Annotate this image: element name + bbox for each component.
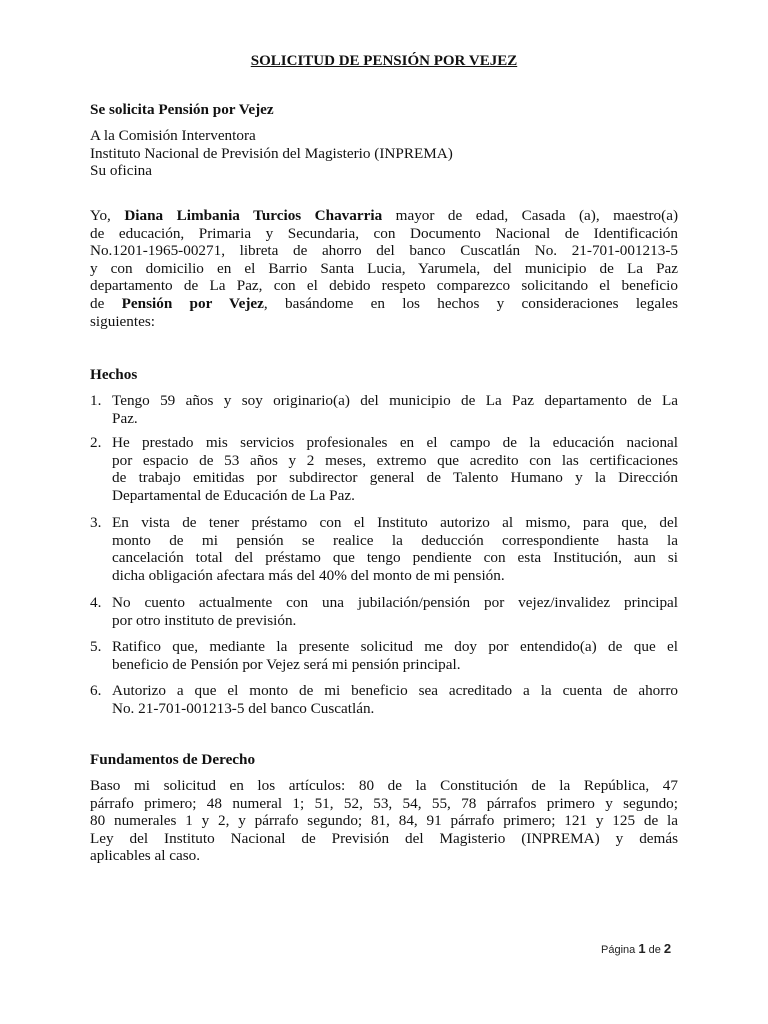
law-line: Ley del Instituto Nacional de Previsión del Magisterio (INPREMA) y demás (90, 829, 678, 847)
fact-line: He prestado mis servicios profesionales en el campo de la educación nacional (112, 434, 678, 451)
fact-number: 3. (90, 514, 102, 531)
fact-line: No. 21-701-001213-5 del banco Cuscatlán. (112, 699, 375, 717)
fact-line: por espacio de 53 años y 2 meses, extremo que acredito con las certificaciones (112, 451, 678, 469)
page-number-footer (601, 941, 671, 956)
intro-text: , basándome en los hechos y consideraciones legales (263, 294, 678, 312)
intro-text: de (90, 294, 122, 312)
fact-line: Departamental de Educación de La Paz. (112, 486, 355, 504)
fact-number: 1. (90, 392, 102, 409)
intro-line: No.1201-1965-00271, libreta de ahorro del banco Cuscatlán No. 21-701-001213-5 (90, 242, 678, 260)
fact-line: Paz. (112, 409, 138, 427)
fact-line: No cuento actualmente con una jubilación/pensión por vejez/invalidez principal (112, 594, 678, 611)
intro-line: y con domicilio en el Barrio Santa Lucia, Yarumela, del municipio de La Paz (90, 259, 678, 277)
law-line: párrafo primero; 48 numeral 1; 51, 52, 53, 54, 55, 78 párrafos primero y segundo; (90, 794, 678, 812)
fact-line: por otro instituto de previsión. (112, 611, 297, 629)
fact-line: beneficio de Pensión por Vejez será mi pensión principal. (112, 655, 461, 673)
facts-heading: Hechos (90, 366, 138, 383)
fact-number: 2. (90, 434, 102, 451)
fact-number: 4. (90, 594, 102, 611)
intro-line (90, 207, 678, 225)
subject-line: Se solicita Pensión por Vejez (90, 101, 274, 118)
footer-separator: de (645, 944, 664, 956)
fact-line: dicha obligación afectara más del 40% del monto de mi pensión. (112, 566, 505, 584)
intro-line: departamento de La Paz, con el debido respeto comparezco solicitando el beneficio (90, 277, 678, 295)
intro-line (90, 295, 678, 313)
addressee-line: A la Comisión Interventora (90, 127, 256, 144)
footer-label: Página (601, 944, 639, 956)
fact-line: monto de mi pensión se realice la deducción correspondiente hasta la (112, 531, 678, 549)
addressee-block (90, 127, 678, 180)
fact-line: cancelación total del préstamo que tengo pendiente con esta Institución, aun si (112, 549, 678, 567)
intro-line: de educación, Primaria y Secundaria, con Documento Nacional de Identificación (90, 224, 678, 242)
fact-line: En vista de tener préstamo con el Instituto autorizo al mismo, para que, del (112, 514, 678, 531)
intro-paragraph (90, 207, 678, 330)
law-line: aplicables al caso. (90, 847, 201, 865)
footer-current-page: 1 (638, 941, 646, 956)
addressee-line: Su oficina (90, 162, 153, 180)
benefit-name: Pensión por Vejez (121, 294, 264, 312)
law-line: Baso mi solicitud en los artículos: 80 de la Constitución de la República, 47 (90, 777, 678, 794)
fact-line: Tengo 59 años y soy originario(a) del municipio de La Paz departamento de La (112, 392, 678, 409)
applicant-name: Diana Limbania Turcios Chavarria (124, 207, 383, 224)
fact-number: 5. (90, 638, 102, 655)
intro-line: siguientes: (90, 312, 155, 330)
fact-number: 6. (90, 682, 102, 699)
law-line: 80 numerales 1 y 2, y párrafo segundo; 81, 84, 91 párrafo primero; 121 y 125 de la (90, 812, 678, 830)
document-title: SOLICITUD DE PENSIÓN POR VEJEZ (250, 53, 518, 69)
footer-total-pages: 2 (663, 941, 672, 956)
fact-line: Autorizo a que el monto de mi beneficio sea acreditado a la cuenta de ahorro (112, 682, 678, 699)
law-paragraph (90, 777, 678, 865)
fact-line: Ratifico que, mediante la presente solicitud me doy por entendido(a) de que el (112, 638, 678, 655)
intro-text: mayor de edad, Casada (a), maestro(a) (382, 207, 679, 224)
law-heading: Fundamentos de Derecho (90, 751, 256, 768)
fact-line: de trabajo emitidas por subdirector general de Talento Humano y la Dirección (112, 469, 678, 487)
intro-text: Yo, (90, 207, 125, 224)
addressee-line: Instituto Nacional de Previsión del Magisterio (INPREMA) (90, 144, 453, 162)
